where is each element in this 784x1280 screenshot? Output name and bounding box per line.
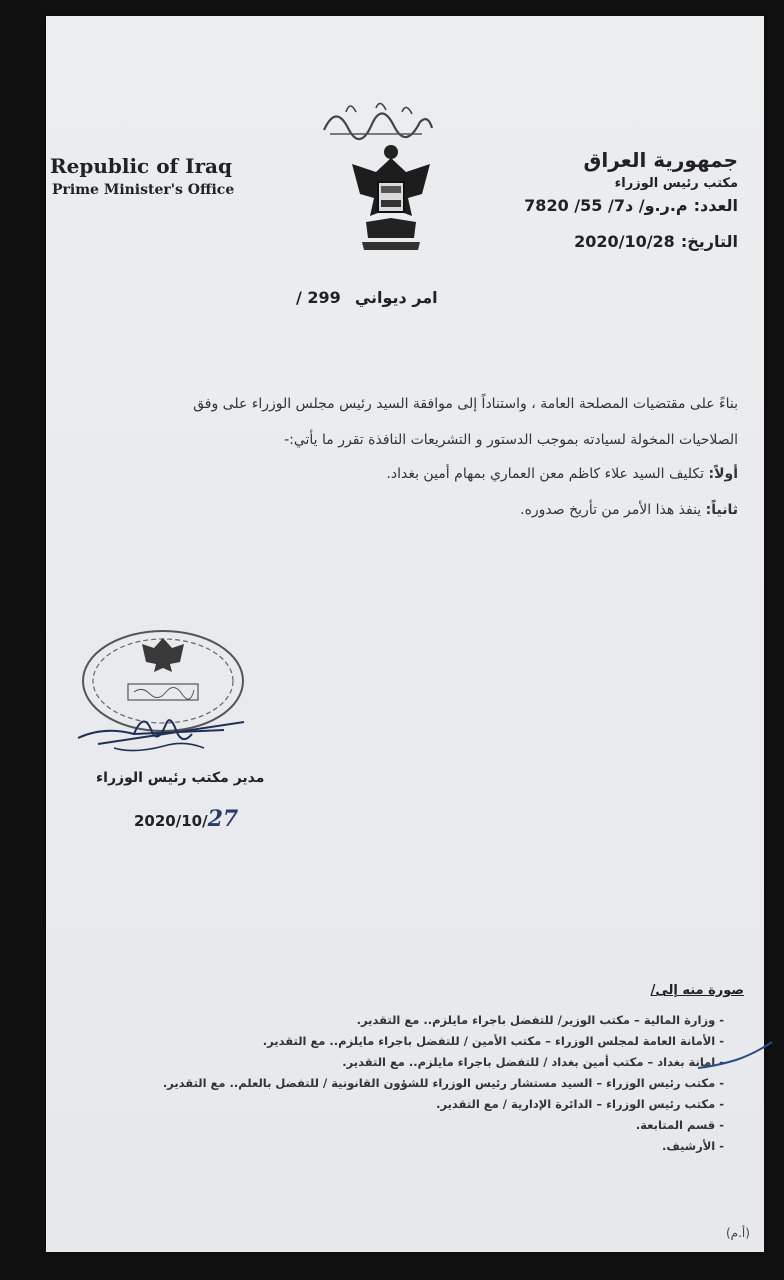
document-page xyxy=(46,16,764,1252)
list-item: - قسم المتابعة. xyxy=(84,1115,724,1136)
document-date xyxy=(574,232,738,251)
reference-label: العدد: xyxy=(693,196,738,215)
order-title xyxy=(296,288,438,307)
signature-date-printed: 2020/10/ xyxy=(134,812,208,830)
list-item: - الأمانة العامة لمجلس الوزراء – مكتب الأمين / للتفضل باجراء مايلزم.. مع التقدير. xyxy=(84,1031,724,1052)
order-number: / 299 xyxy=(296,288,341,307)
signature-date xyxy=(134,806,238,832)
list-item: - وزارة المالية – مكتب الوزير/ للتفضل باجراء مايلزم.. مع التقدير. xyxy=(84,1010,724,1031)
date-value: 2020/10/28 xyxy=(574,232,675,251)
header-ar-subtitle: مكتب رئيس الوزراء xyxy=(614,176,738,191)
decision-item-1 xyxy=(98,464,738,485)
reference-value: م.ر.و/ د7/ 55/ 7820 xyxy=(524,196,688,215)
signature-date-handwritten: 27 xyxy=(207,806,239,832)
header-en-title: Republic of Iraq xyxy=(50,154,232,178)
iraq-eagle-emblem-icon xyxy=(346,138,436,258)
decision-item-1-label: أولاً: xyxy=(708,466,738,482)
body-paragraph-1: بناءً على مقتضيات المصلحة العامة ، واستناداً إلى موافقة السيد رئيس مجلس الوزراء على وفق xyxy=(193,396,738,412)
list-item: - مكتب رئيس الوزراء – الدائرة الإدارية / مع التقدير. xyxy=(84,1094,724,1115)
order-label: امر ديواني xyxy=(354,288,438,307)
pen-check-mark-icon xyxy=(696,1036,776,1076)
decision-item-2 xyxy=(98,500,738,521)
list-item: - مكتب رئيس الوزراء – السيد مستشار رئيس الوزراء للشؤون القانونية / للتفضل بالعلم.. مع التقدير. xyxy=(84,1073,724,1094)
list-item: - امانة بغداد – مكتب أمين بغداد / للتفضل باجراء مايلزم.. مع التقدير. xyxy=(84,1052,724,1073)
handwritten-signature-icon xyxy=(74,704,254,764)
signatory-title: مدير مكتب رئيس الوزراء xyxy=(96,770,265,786)
footer-initials: (أ.م) xyxy=(726,1226,750,1240)
date-label: التاريخ: xyxy=(680,232,738,251)
copies-list xyxy=(84,1010,724,1157)
reference-number xyxy=(524,196,738,215)
decision-item-2-label: ثانياً: xyxy=(705,502,738,518)
copies-heading: صورة منه إلى/ xyxy=(650,983,744,998)
decision-item-1-text: تكليف السيد علاء كاظم معن العماري بمهام أمين بغداد. xyxy=(386,466,705,482)
basmala-calligraphy-icon xyxy=(316,94,436,144)
list-item: - الأرشيف. xyxy=(84,1136,724,1157)
header-en-subtitle: Prime Minister's Office xyxy=(52,182,235,198)
decision-item-2-text: ينفذ هذا الأمر من تأريخ صدوره. xyxy=(520,502,702,518)
header-ar-title: جمهورية العراق xyxy=(583,148,738,172)
body-paragraph-2: الصلاحيات المخولة لسيادته بموجب الدستور و التشريعات النافذة تقرر ما يأتي:- xyxy=(284,432,738,448)
